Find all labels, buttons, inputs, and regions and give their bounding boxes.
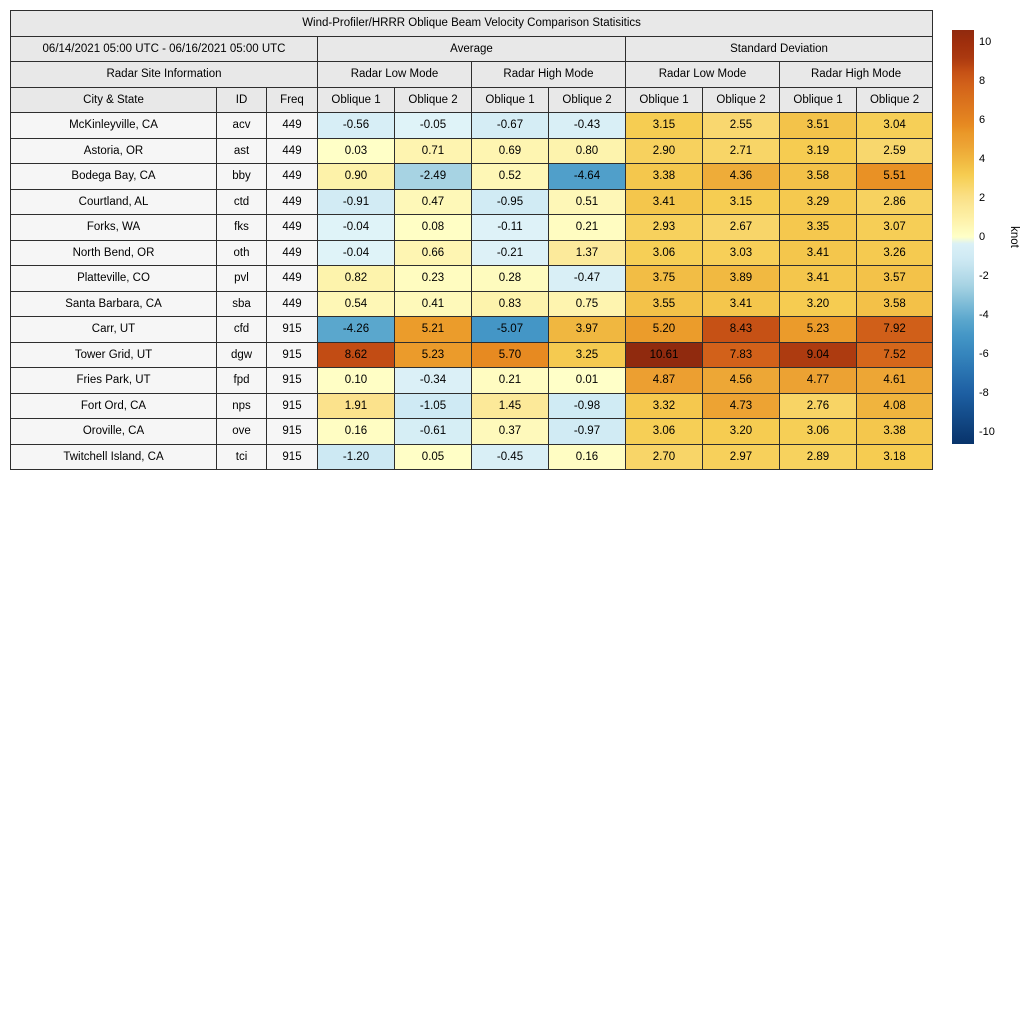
colorbar-tick: -4 xyxy=(979,309,989,321)
city-cell: North Bend, OR xyxy=(11,240,217,266)
colorbar xyxy=(952,30,1020,444)
freq-cell: 449 xyxy=(267,138,318,164)
site-id-cell: fks xyxy=(217,215,267,241)
value-cell: 3.41 xyxy=(780,240,857,266)
table-body xyxy=(11,113,933,470)
value-cell: 7.52 xyxy=(857,342,933,368)
stats-table xyxy=(10,10,933,470)
value-cell: 0.54 xyxy=(318,291,395,317)
city-state-header: City & State xyxy=(11,87,217,113)
value-cell: 0.71 xyxy=(395,138,472,164)
city-cell: Carr, UT xyxy=(11,317,217,343)
value-cell: -0.05 xyxy=(395,113,472,139)
site-id-cell: ctd xyxy=(217,189,267,215)
site-info-header: Radar Site Information xyxy=(11,62,318,88)
oblique1-header: Oblique 1 xyxy=(318,87,395,113)
value-cell: 2.70 xyxy=(626,444,703,470)
value-cell: -2.49 xyxy=(395,164,472,190)
value-cell: 0.82 xyxy=(318,266,395,292)
avg-high-mode-header: Radar High Mode xyxy=(472,62,626,88)
value-cell: -0.34 xyxy=(395,368,472,394)
average-header: Average xyxy=(318,36,626,62)
freq-cell: 915 xyxy=(267,368,318,394)
city-cell: Fort Ord, CA xyxy=(11,393,217,419)
city-cell: Oroville, CA xyxy=(11,419,217,445)
value-cell: 3.89 xyxy=(703,266,780,292)
oblique1-header: Oblique 1 xyxy=(626,87,703,113)
value-cell: 0.52 xyxy=(472,164,549,190)
table-row xyxy=(11,266,933,292)
city-cell: Bodega Bay, CA xyxy=(11,164,217,190)
table-row xyxy=(11,164,933,190)
oblique2-header: Oblique 2 xyxy=(395,87,472,113)
date-range-cell: 06/14/2021 05:00 UTC - 06/16/2021 05:00 UTC xyxy=(11,36,318,62)
value-cell: -0.97 xyxy=(549,419,626,445)
value-cell: 0.21 xyxy=(472,368,549,394)
freq-cell: 915 xyxy=(267,393,318,419)
value-cell: 2.59 xyxy=(857,138,933,164)
value-cell: 3.75 xyxy=(626,266,703,292)
value-cell: -1.05 xyxy=(395,393,472,419)
value-cell: -1.20 xyxy=(318,444,395,470)
value-cell: 0.28 xyxy=(472,266,549,292)
colorbar-tick: -10 xyxy=(979,426,995,439)
std-high-mode-header: Radar High Mode xyxy=(780,62,933,88)
colorbar-unit-label: knot xyxy=(1008,226,1020,248)
freq-cell: 449 xyxy=(267,215,318,241)
column-header-row xyxy=(11,87,933,113)
site-id-cell: dgw xyxy=(217,342,267,368)
value-cell: 0.23 xyxy=(395,266,472,292)
std-dev-header: Standard Deviation xyxy=(626,36,933,62)
value-cell: 3.55 xyxy=(626,291,703,317)
table-title: Wind-Profiler/HRRR Oblique Beam Velocity Comparison Statisitics xyxy=(11,11,933,37)
value-cell: 0.08 xyxy=(395,215,472,241)
value-cell: 0.10 xyxy=(318,368,395,394)
colorbar-ticks xyxy=(952,30,1012,444)
value-cell: 4.36 xyxy=(703,164,780,190)
table-row xyxy=(11,342,933,368)
oblique2-header: Oblique 2 xyxy=(703,87,780,113)
value-cell: 4.56 xyxy=(703,368,780,394)
site-id-cell: ove xyxy=(217,419,267,445)
value-cell: 5.70 xyxy=(472,342,549,368)
colorbar-tick: -8 xyxy=(979,387,989,400)
freq-cell: 915 xyxy=(267,342,318,368)
value-cell: 5.21 xyxy=(395,317,472,343)
value-cell: 3.06 xyxy=(626,240,703,266)
value-cell: 3.19 xyxy=(780,138,857,164)
value-cell: 1.37 xyxy=(549,240,626,266)
freq-cell: 915 xyxy=(267,317,318,343)
site-id-cell: nps xyxy=(217,393,267,419)
value-cell: 9.04 xyxy=(780,342,857,368)
value-cell: -0.45 xyxy=(472,444,549,470)
value-cell: 3.20 xyxy=(703,419,780,445)
table-row xyxy=(11,189,933,215)
city-cell: Astoria, OR xyxy=(11,138,217,164)
colorbar-tick: -6 xyxy=(979,348,989,361)
avg-low-mode-header: Radar Low Mode xyxy=(318,62,472,88)
value-cell: 1.91 xyxy=(318,393,395,419)
value-cell: 3.29 xyxy=(780,189,857,215)
value-cell: 5.23 xyxy=(780,317,857,343)
value-cell: 2.89 xyxy=(780,444,857,470)
title-row xyxy=(11,11,933,37)
table-row xyxy=(11,291,933,317)
table-row xyxy=(11,368,933,394)
freq-cell: 915 xyxy=(267,419,318,445)
value-cell: 3.57 xyxy=(857,266,933,292)
value-cell: 3.06 xyxy=(780,419,857,445)
freq-cell: 915 xyxy=(267,444,318,470)
colorbar-tick: 8 xyxy=(979,74,986,87)
city-cell: McKinleyville, CA xyxy=(11,113,217,139)
freq-cell: 449 xyxy=(267,164,318,190)
value-cell: 3.18 xyxy=(857,444,933,470)
table-row xyxy=(11,215,933,241)
value-cell: 0.47 xyxy=(395,189,472,215)
oblique1-header: Oblique 1 xyxy=(472,87,549,113)
site-id-cell: tci xyxy=(217,444,267,470)
value-cell: 0.83 xyxy=(472,291,549,317)
site-id-cell: cfd xyxy=(217,317,267,343)
table-row xyxy=(11,240,933,266)
value-cell: 10.61 xyxy=(626,342,703,368)
value-cell: 1.45 xyxy=(472,393,549,419)
value-cell: 3.38 xyxy=(857,419,933,445)
table-row xyxy=(11,113,933,139)
value-cell: 0.03 xyxy=(318,138,395,164)
value-cell: 0.16 xyxy=(318,419,395,445)
freq-cell: 449 xyxy=(267,189,318,215)
value-cell: 0.80 xyxy=(549,138,626,164)
value-cell: 7.92 xyxy=(857,317,933,343)
value-cell: 3.97 xyxy=(549,317,626,343)
site-id-cell: pvl xyxy=(217,266,267,292)
city-cell: Platteville, CO xyxy=(11,266,217,292)
value-cell: 7.83 xyxy=(703,342,780,368)
site-id-cell: oth xyxy=(217,240,267,266)
value-cell: -0.91 xyxy=(318,189,395,215)
site-id-cell: ast xyxy=(217,138,267,164)
value-cell: 3.04 xyxy=(857,113,933,139)
value-cell: 0.37 xyxy=(472,419,549,445)
value-cell: 3.06 xyxy=(626,419,703,445)
value-cell: -0.67 xyxy=(472,113,549,139)
value-cell: 8.43 xyxy=(703,317,780,343)
city-cell: Santa Barbara, CA xyxy=(11,291,217,317)
value-cell: 3.20 xyxy=(780,291,857,317)
value-cell: -0.43 xyxy=(549,113,626,139)
value-cell: 4.77 xyxy=(780,368,857,394)
value-cell: -0.61 xyxy=(395,419,472,445)
value-cell: 5.20 xyxy=(626,317,703,343)
table-row xyxy=(11,444,933,470)
value-cell: 3.35 xyxy=(780,215,857,241)
value-cell: -4.64 xyxy=(549,164,626,190)
value-cell: -0.47 xyxy=(549,266,626,292)
value-cell: 0.66 xyxy=(395,240,472,266)
oblique2-header: Oblique 2 xyxy=(857,87,933,113)
oblique1-header: Oblique 1 xyxy=(780,87,857,113)
value-cell: -0.11 xyxy=(472,215,549,241)
value-cell: 3.03 xyxy=(703,240,780,266)
value-cell: 3.07 xyxy=(857,215,933,241)
value-cell: 3.41 xyxy=(780,266,857,292)
value-cell: -0.04 xyxy=(318,240,395,266)
value-cell: -4.26 xyxy=(318,317,395,343)
value-cell: 4.87 xyxy=(626,368,703,394)
value-cell: 3.38 xyxy=(626,164,703,190)
value-cell: 0.75 xyxy=(549,291,626,317)
value-cell: 2.67 xyxy=(703,215,780,241)
value-cell: 0.69 xyxy=(472,138,549,164)
id-header: ID xyxy=(217,87,267,113)
value-cell: -0.04 xyxy=(318,215,395,241)
freq-cell: 449 xyxy=(267,113,318,139)
value-cell: 0.21 xyxy=(549,215,626,241)
value-cell: -0.98 xyxy=(549,393,626,419)
value-cell: 0.05 xyxy=(395,444,472,470)
value-cell: 2.55 xyxy=(703,113,780,139)
site-id-cell: fpd xyxy=(217,368,267,394)
value-cell: -0.56 xyxy=(318,113,395,139)
value-cell: -5.07 xyxy=(472,317,549,343)
site-id-cell: acv xyxy=(217,113,267,139)
value-cell: 3.26 xyxy=(857,240,933,266)
value-cell: 5.51 xyxy=(857,164,933,190)
group-header-row xyxy=(11,36,933,62)
value-cell: 2.93 xyxy=(626,215,703,241)
freq-header: Freq xyxy=(267,87,318,113)
city-cell: Tower Grid, UT xyxy=(11,342,217,368)
table-row xyxy=(11,419,933,445)
value-cell: 2.97 xyxy=(703,444,780,470)
colorbar-tick: -2 xyxy=(979,270,989,282)
value-cell: 0.51 xyxy=(549,189,626,215)
colorbar-tick: 4 xyxy=(979,153,986,165)
value-cell: 4.08 xyxy=(857,393,933,419)
value-cell: 4.61 xyxy=(857,368,933,394)
oblique2-header: Oblique 2 xyxy=(549,87,626,113)
value-cell: 3.58 xyxy=(857,291,933,317)
city-cell: Courtland, AL xyxy=(11,189,217,215)
colorbar-tick: 6 xyxy=(979,113,986,126)
value-cell: 0.41 xyxy=(395,291,472,317)
value-cell: 3.41 xyxy=(703,291,780,317)
value-cell: 8.62 xyxy=(318,342,395,368)
value-cell: 3.32 xyxy=(626,393,703,419)
freq-cell: 449 xyxy=(267,240,318,266)
value-cell: 3.41 xyxy=(626,189,703,215)
city-cell: Twitchell Island, CA xyxy=(11,444,217,470)
colorbar-tick: 10 xyxy=(979,35,992,48)
value-cell: -0.95 xyxy=(472,189,549,215)
std-low-mode-header: Radar Low Mode xyxy=(626,62,780,88)
colorbar-tick: 2 xyxy=(979,192,986,204)
value-cell: 3.25 xyxy=(549,342,626,368)
city-cell: Forks, WA xyxy=(11,215,217,241)
table-row xyxy=(11,138,933,164)
value-cell: 3.15 xyxy=(703,189,780,215)
freq-cell: 449 xyxy=(267,266,318,292)
value-cell: 0.01 xyxy=(549,368,626,394)
value-cell: 4.73 xyxy=(703,393,780,419)
city-cell: Fries Park, UT xyxy=(11,368,217,394)
value-cell: 2.90 xyxy=(626,138,703,164)
value-cell: 0.16 xyxy=(549,444,626,470)
value-cell: 2.86 xyxy=(857,189,933,215)
value-cell: 5.23 xyxy=(395,342,472,368)
value-cell: 2.76 xyxy=(780,393,857,419)
value-cell: 2.71 xyxy=(703,138,780,164)
site-id-cell: bby xyxy=(217,164,267,190)
value-cell: -0.21 xyxy=(472,240,549,266)
value-cell: 3.51 xyxy=(780,113,857,139)
value-cell: 3.15 xyxy=(626,113,703,139)
colorbar-tick: 0 xyxy=(979,231,986,243)
freq-cell: 449 xyxy=(267,291,318,317)
value-cell: 0.90 xyxy=(318,164,395,190)
table-row xyxy=(11,393,933,419)
value-cell: 3.58 xyxy=(780,164,857,190)
table-row xyxy=(11,317,933,343)
mode-header-row xyxy=(11,62,933,88)
site-id-cell: sba xyxy=(217,291,267,317)
